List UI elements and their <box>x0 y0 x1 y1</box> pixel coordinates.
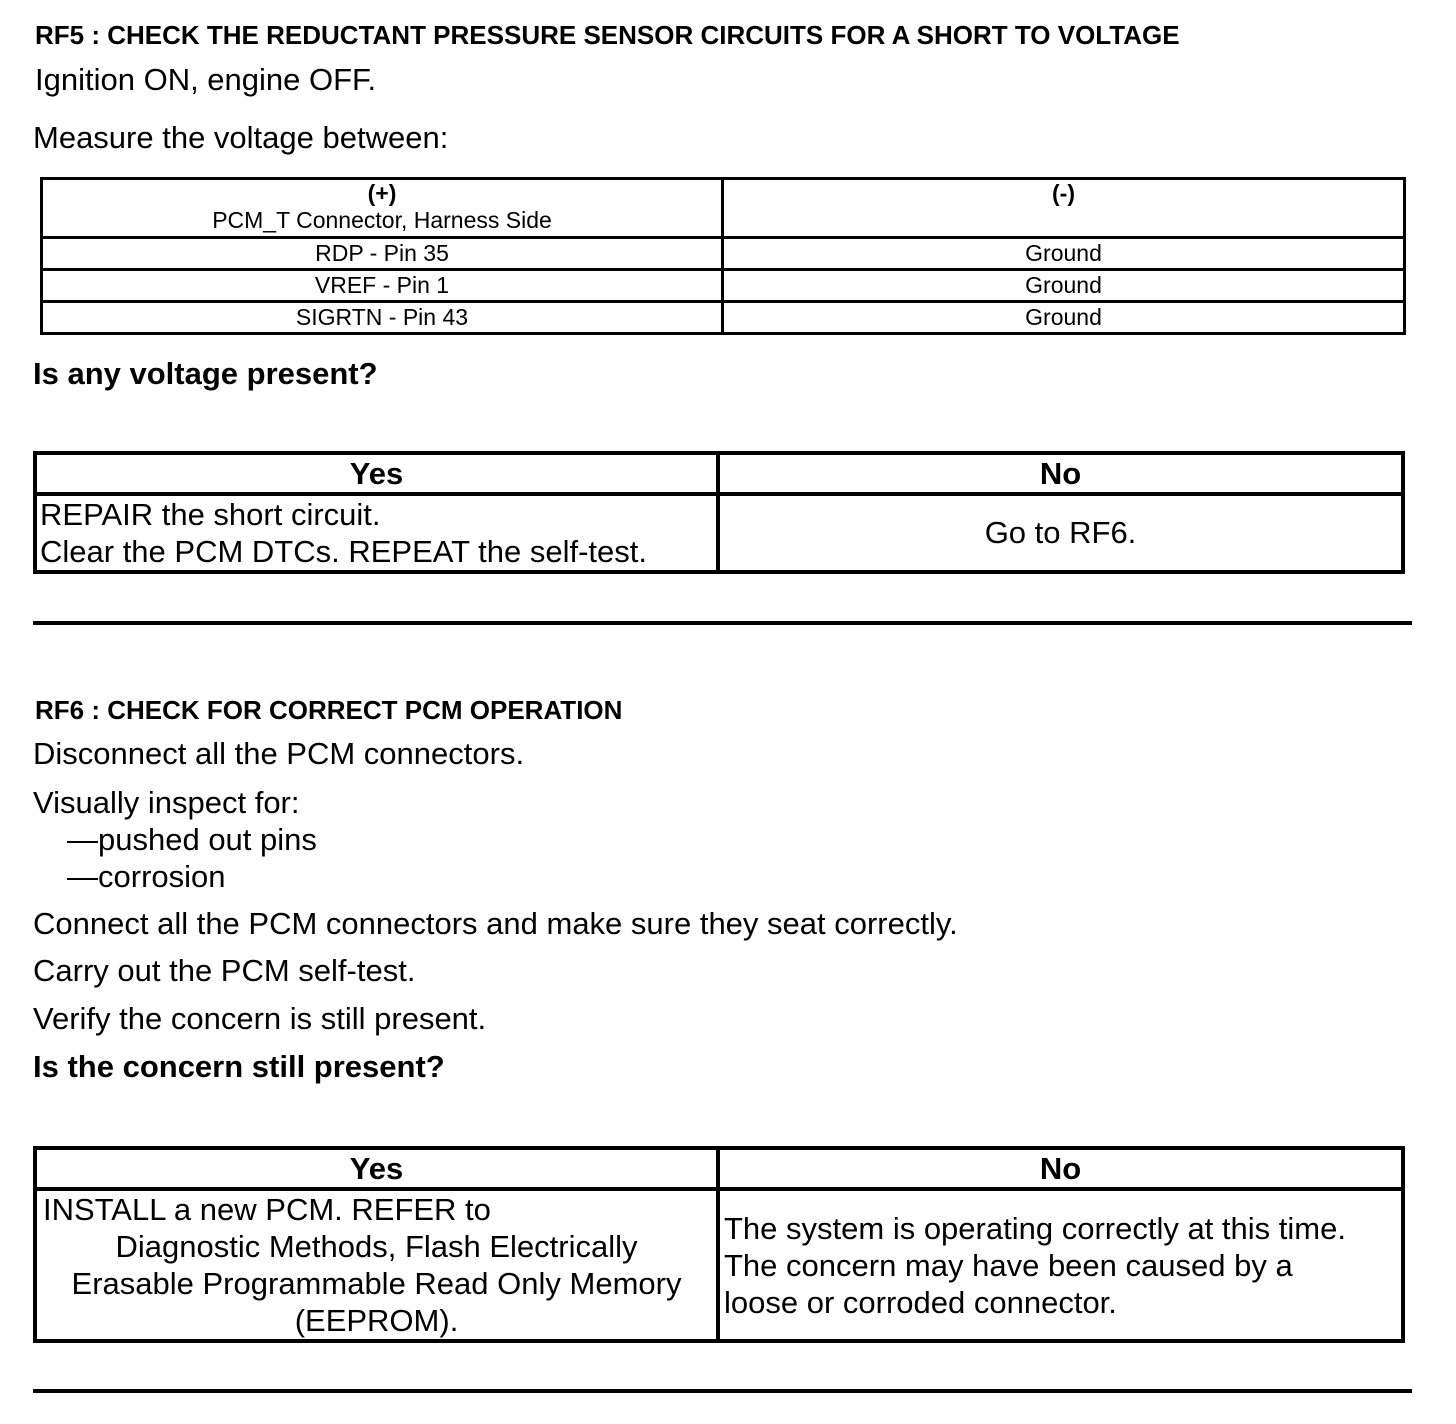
rf6-heading: RF6 : CHECK FOR CORRECT PCM OPERATION <box>35 695 623 725</box>
result-header-row <box>35 1148 1403 1189</box>
yes-line: (EEPROM). <box>294 1303 459 1338</box>
plus-sublabel: PCM_T Connector, Harness Side <box>212 207 552 233</box>
list-item: —corrosion <box>67 859 226 894</box>
rf5-heading: RF5 : CHECK THE REDUCTANT PRESSURE SENSOR CIRCUITS FOR A SHORT TO VOLTAGE <box>35 20 1180 50</box>
no-header: No <box>718 453 1403 494</box>
no-cell <box>718 1189 1403 1341</box>
measure-plus-cell: RDP - Pin 35 <box>42 238 723 270</box>
measure-header-row <box>42 179 1405 238</box>
rf5-result-table <box>33 451 1405 574</box>
minus-label: (-) <box>1052 180 1075 206</box>
measure-minus-cell: Ground <box>723 238 1405 270</box>
table-row <box>42 302 1405 334</box>
list-item: —pushed out pins <box>67 822 317 857</box>
yes-line: INSTALL a new PCM. REFER to <box>43 1192 491 1227</box>
measure-plus-header <box>42 179 723 238</box>
rf6-result-table <box>33 1146 1405 1343</box>
yes-cell <box>35 1189 718 1341</box>
rf6-inspect-block <box>33 784 317 895</box>
yes-line: REPAIR the short circuit. <box>40 497 381 532</box>
rf6-step-inspect: Visually inspect for: <box>33 785 300 820</box>
table-row <box>42 238 1405 270</box>
section-divider <box>33 1389 1412 1393</box>
rf5-step-ignition: Ignition ON, engine OFF. <box>35 62 377 97</box>
table-row <box>42 270 1405 302</box>
no-header: No <box>718 1148 1403 1189</box>
rf6-step-connect: Connect all the PCM connectors and make sure they seat correctly. <box>33 906 958 941</box>
rf5-question: Is any voltage present? <box>33 356 378 391</box>
yes-cell <box>35 494 718 572</box>
result-row <box>35 1189 1403 1341</box>
no-cell: Go to RF6. <box>718 494 1403 572</box>
measure-minus-header <box>723 179 1405 238</box>
measure-minus-cell: Ground <box>723 270 1405 302</box>
yes-line: Diagnostic Methods, Flash Electrically <box>115 1229 638 1264</box>
section-divider <box>33 621 1412 625</box>
yes-header: Yes <box>35 453 718 494</box>
measure-plus-cell: VREF - Pin 1 <box>42 270 723 302</box>
rf5-step-measure: Measure the voltage between: <box>33 120 449 155</box>
yes-header: Yes <box>35 1148 718 1189</box>
plus-label: (+) <box>367 180 397 206</box>
yes-line: Clear the PCM DTCs. REPEAT the self-test. <box>40 534 647 569</box>
yes-line: Erasable Programmable Read Only Memory <box>71 1266 682 1301</box>
rf5-measure-table <box>40 177 1406 335</box>
measure-plus-cell: SIGRTN - Pin 43 <box>42 302 723 334</box>
no-line: loose or corroded connector. <box>724 1284 1117 1320</box>
measure-minus-cell: Ground <box>723 302 1405 334</box>
result-header-row <box>35 453 1403 494</box>
rf6-question: Is the concern still present? <box>33 1049 445 1084</box>
rf6-step-disconnect: Disconnect all the PCM connectors. <box>33 736 525 771</box>
result-row <box>35 494 1403 572</box>
no-line: The concern may have been caused by a <box>724 1247 1293 1283</box>
rf6-step-selftest: Carry out the PCM self-test. <box>33 953 416 988</box>
rf6-step-verify: Verify the concern is still present. <box>33 1001 487 1036</box>
no-line: The system is operating correctly at this time. <box>724 1210 1346 1246</box>
